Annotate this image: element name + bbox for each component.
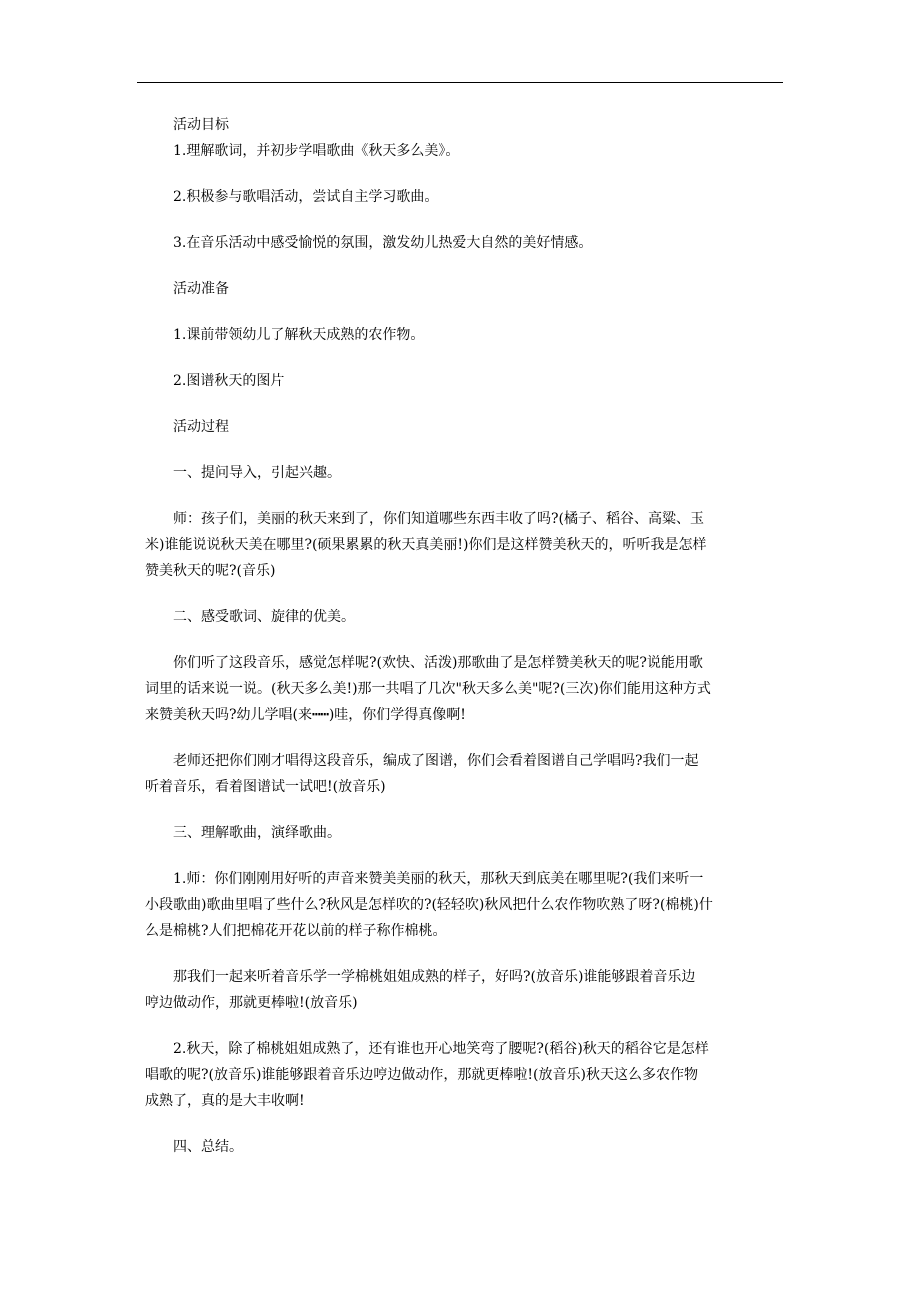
prep-heading: 活动准备 <box>173 281 229 297</box>
paragraph-line: 老师还把你们刚才唱得这段音乐，编成了图谱，你们会看着图谱自己学唱吗?我们一起 <box>173 753 699 769</box>
paragraph-line: 小段歌曲)歌曲里唱了些什么?秋风是怎样吹的?(轻轻吹)秋风把什么农作物吹熟了呀?(棉桃)什 <box>145 897 713 913</box>
paragraph-line: 词里的话来说一说。(秋天多么美!)那一共唱了几次"秋天多么美"呢?(三次)你们能用这种方式 <box>145 681 711 697</box>
paragraph-line: 来赞美秋天吗?幼儿学唱(来┅┅)哇，你们学得真像啊! <box>145 707 466 723</box>
goal-item-3: 3.在音乐活动中感受愉悦的氛围，激发幼儿热爱大自然的美好情感。 <box>173 235 593 251</box>
paragraph-line: 那我们一起来听着音乐学一学棉桃姐姐成熟的样子，好吗?(放音乐)谁能够跟着音乐边 <box>173 969 696 985</box>
goal-item-2: 2.积极参与歌唱活动，尝试自主学习歌曲。 <box>173 189 439 205</box>
paragraph-line: 师：孩子们，美丽的秋天来到了，你们知道哪些东西丰收了吗?(橘子、稻谷、高粱、玉 <box>173 511 704 527</box>
prep-item-2: 2.图谱秋天的图片 <box>173 373 285 389</box>
paragraph-line: 成熟了，真的是大丰收啊! <box>145 1093 305 1109</box>
step-4-heading: 四、总结。 <box>173 1139 243 1155</box>
step-2-paragraph-2 <box>145 748 785 800</box>
paragraph-line: 听着音乐，看着图谱试一试吧!(放音乐) <box>145 779 386 795</box>
paragraph-line: 赞美秋天的呢?(音乐) <box>145 563 276 579</box>
paragraph-line: 哼边做动作，那就更棒啦!(放音乐) <box>145 995 358 1011</box>
header-rule <box>137 82 783 83</box>
goal-item-1: 1.理解歌词，并初步学唱歌曲《秋天多么美》。 <box>173 143 460 159</box>
prep-item-1: 1.课前带领幼儿了解秋天成熟的农作物。 <box>173 327 425 343</box>
goal-heading: 活动目标 <box>173 117 229 133</box>
step-2-heading: 二、感受歌词、旋律的优美。 <box>173 609 355 625</box>
paragraph-line: 唱歌的呢?(放音乐)谁能够跟着音乐边哼边做动作，那就更棒啦!(放音乐)秋天这么多农作物 <box>145 1067 698 1083</box>
paragraph-line: 1.师：你们刚刚用好听的声音来赞美美丽的秋天，那秋天到底美在哪里呢?(我们来听一 <box>173 871 704 887</box>
step-2-paragraph-1 <box>145 650 785 728</box>
document-body <box>145 112 785 1160</box>
step-1-paragraph <box>145 506 785 584</box>
paragraph-line: 么是棉桃?人们把棉花开花以前的样子称作棉桃。 <box>145 923 447 939</box>
step-1-heading: 一、提问导入，引起兴趣。 <box>173 465 341 481</box>
process-heading: 活动过程 <box>173 419 229 435</box>
paragraph-line: 米)谁能说说秋天美在哪里?(硕果累累的秋天真美丽!)你们是这样赞美秋天的，听听我是怎样 <box>145 537 707 553</box>
step-3-paragraph-3 <box>145 1036 785 1114</box>
step-3-paragraph-2 <box>145 964 785 1016</box>
step-3-paragraph-1 <box>145 866 785 944</box>
step-3-heading: 三、理解歌曲，演绎歌曲。 <box>173 825 341 841</box>
paragraph-line: 2.秋天，除了棉桃姐姐成熟了，还有谁也开心地笑弯了腰呢?(稻谷)秋天的稻谷它是怎样 <box>173 1041 709 1057</box>
paragraph-line: 你们听了这段音乐，感觉怎样呢?(欢快、活泼)那歌曲了是怎样赞美秋天的呢?说能用歌 <box>173 655 703 671</box>
